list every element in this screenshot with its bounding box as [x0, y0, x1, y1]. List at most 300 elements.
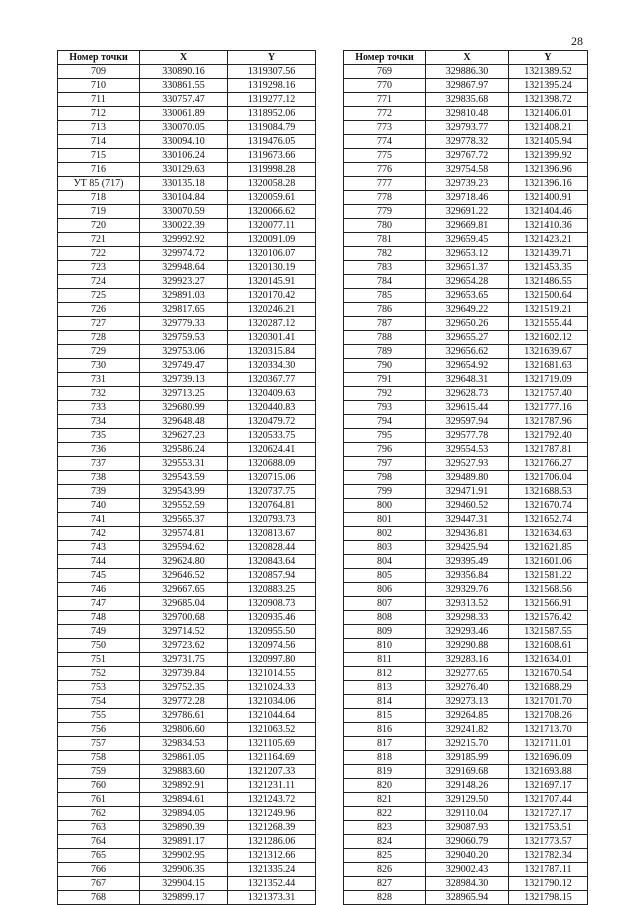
x-coordinate-cell: 329395.49	[426, 555, 509, 569]
point-number-cell: 788	[344, 331, 426, 345]
y-coordinate-cell: 1320688.09	[228, 457, 316, 471]
x-coordinate-cell: 328965.94	[426, 891, 509, 905]
table-row	[58, 373, 316, 387]
point-number-cell: 822	[344, 807, 426, 821]
point-number-cell: 736	[58, 443, 140, 457]
point-number-cell: 823	[344, 821, 426, 835]
x-coordinate-cell: 329974.72	[140, 247, 228, 261]
x-coordinate-cell: 329313.52	[426, 597, 509, 611]
x-coordinate-cell: 329087.93	[426, 821, 509, 835]
y-coordinate-cell: 1321608.61	[509, 639, 588, 653]
x-coordinate-cell: 329586.24	[140, 443, 228, 457]
table-row	[344, 247, 588, 261]
x-coordinate-cell: 329577.78	[426, 429, 509, 443]
point-number-cell: 756	[58, 723, 140, 737]
point-number-cell: 779	[344, 205, 426, 219]
y-coordinate-cell: 1321500.64	[509, 289, 588, 303]
y-coordinate-cell: 1321634.63	[509, 527, 588, 541]
x-coordinate-cell: 329891.03	[140, 289, 228, 303]
y-coordinate-cell: 1320059.61	[228, 191, 316, 205]
table-row	[58, 695, 316, 709]
table-row	[344, 569, 588, 583]
x-coordinate-cell: 329890.39	[140, 821, 228, 835]
table-row	[344, 527, 588, 541]
y-coordinate-cell: 1321396.16	[509, 177, 588, 191]
x-coordinate-cell: 329667.65	[140, 583, 228, 597]
x-coordinate-cell: 329543.59	[140, 471, 228, 485]
y-coordinate-cell: 1319307.56	[228, 65, 316, 79]
y-coordinate-cell: 1321782.34	[509, 849, 588, 863]
table-row	[58, 429, 316, 443]
y-coordinate-cell: 1321519.21	[509, 303, 588, 317]
point-number-cell: 795	[344, 429, 426, 443]
x-coordinate-cell: 329834.53	[140, 737, 228, 751]
table-row	[344, 415, 588, 429]
x-coordinate-cell: 329574.81	[140, 527, 228, 541]
y-coordinate-cell: 1321105.69	[228, 737, 316, 751]
y-coordinate-cell: 1321566.91	[509, 597, 588, 611]
point-number-cell: 791	[344, 373, 426, 387]
y-coordinate-cell: 1321395.24	[509, 79, 588, 93]
y-coordinate-cell: 1321034.06	[228, 695, 316, 709]
y-coordinate-cell: 1320715.06	[228, 471, 316, 485]
table-row	[344, 149, 588, 163]
y-coordinate-cell: 1319673.66	[228, 149, 316, 163]
point-number-cell: 716	[58, 163, 140, 177]
y-coordinate-cell: 1320066.62	[228, 205, 316, 219]
y-coordinate-cell: 1319084.79	[228, 121, 316, 135]
table-row	[344, 541, 588, 555]
y-coordinate-cell: 1321268.39	[228, 821, 316, 835]
x-coordinate-cell: 329650.26	[426, 317, 509, 331]
x-coordinate-cell: 329552.59	[140, 499, 228, 513]
point-number-cell: 710	[58, 79, 140, 93]
point-number-cell: 799	[344, 485, 426, 499]
x-coordinate-cell: 329739.13	[140, 373, 228, 387]
table-row	[344, 499, 588, 513]
x-coordinate-cell: 329700.68	[140, 611, 228, 625]
point-number-cell: 781	[344, 233, 426, 247]
table-row	[58, 681, 316, 695]
table-row	[58, 261, 316, 275]
x-coordinate-cell: 330890.16	[140, 65, 228, 79]
table-row	[58, 415, 316, 429]
point-number-cell: 712	[58, 107, 140, 121]
point-number-cell: 735	[58, 429, 140, 443]
y-coordinate-cell: 1320145.91	[228, 275, 316, 289]
point-number-cell: 771	[344, 93, 426, 107]
table-row	[58, 303, 316, 317]
y-coordinate-cell: 1320409.63	[228, 387, 316, 401]
y-coordinate-cell: 1321790.12	[509, 877, 588, 891]
point-number-cell: 731	[58, 373, 140, 387]
point-number-cell: 748	[58, 611, 140, 625]
point-number-cell: 739	[58, 485, 140, 499]
point-number-cell: 789	[344, 345, 426, 359]
y-coordinate-cell: 1321373.31	[228, 891, 316, 905]
point-number-cell: 774	[344, 135, 426, 149]
y-coordinate-cell: 1320301.41	[228, 331, 316, 345]
table-row	[344, 695, 588, 709]
table-row	[344, 625, 588, 639]
y-coordinate-cell: 1321486.55	[509, 275, 588, 289]
point-number-cell: 738	[58, 471, 140, 485]
point-number-cell: 803	[344, 541, 426, 555]
table-row	[344, 359, 588, 373]
table-row	[58, 219, 316, 233]
y-coordinate-cell: 1321766.27	[509, 457, 588, 471]
x-coordinate-cell: 329713.25	[140, 387, 228, 401]
point-number-cell: 740	[58, 499, 140, 513]
point-number-cell: 763	[58, 821, 140, 835]
x-coordinate-cell: 329489.80	[426, 471, 509, 485]
y-coordinate-cell: 1321787.81	[509, 443, 588, 457]
point-number-cell: 826	[344, 863, 426, 877]
point-number-cell: 751	[58, 653, 140, 667]
x-coordinate-cell: 330094.10	[140, 135, 228, 149]
point-number-cell: 824	[344, 835, 426, 849]
y-coordinate-cell: 1321568.56	[509, 583, 588, 597]
x-coordinate-cell: 329772.28	[140, 695, 228, 709]
x-coordinate-cell: 329646.52	[140, 569, 228, 583]
x-coordinate-cell: 329554.53	[426, 443, 509, 457]
x-coordinate-cell: 329277.65	[426, 667, 509, 681]
table-row	[58, 737, 316, 751]
y-coordinate-cell: 1321697.17	[509, 779, 588, 793]
x-coordinate-cell: 329739.23	[426, 177, 509, 191]
point-number-cell: 753	[58, 681, 140, 695]
point-number-cell: 728	[58, 331, 140, 345]
point-number-cell: 714	[58, 135, 140, 149]
table-row	[58, 191, 316, 205]
x-coordinate-cell: 329718.46	[426, 191, 509, 205]
y-coordinate-cell: 1321404.46	[509, 205, 588, 219]
table-row	[58, 359, 316, 373]
table-row	[344, 345, 588, 359]
table-row	[58, 779, 316, 793]
x-coordinate-cell: 329653.12	[426, 247, 509, 261]
point-number-cell: 721	[58, 233, 140, 247]
table-row	[344, 163, 588, 177]
x-coordinate-cell: 329060.79	[426, 835, 509, 849]
point-number-cell: 784	[344, 275, 426, 289]
table-header-row	[344, 51, 588, 65]
point-number-cell: 723	[58, 261, 140, 275]
point-number-cell: 820	[344, 779, 426, 793]
table-row	[344, 429, 588, 443]
x-coordinate-cell: 329656.62	[426, 345, 509, 359]
y-coordinate-cell: 1320106.07	[228, 247, 316, 261]
table-row	[58, 639, 316, 653]
point-number-cell: 755	[58, 709, 140, 723]
y-coordinate-cell: 1321602.12	[509, 331, 588, 345]
y-coordinate-cell: 1320813.67	[228, 527, 316, 541]
x-coordinate-cell: 329731.75	[140, 653, 228, 667]
table-row	[58, 835, 316, 849]
table-row	[58, 121, 316, 135]
point-number-cell: 742	[58, 527, 140, 541]
table-row	[58, 443, 316, 457]
point-number-cell: 814	[344, 695, 426, 709]
y-coordinate-cell: 1321423.21	[509, 233, 588, 247]
x-coordinate-cell: 329129.50	[426, 793, 509, 807]
y-coordinate-cell: 1320533.75	[228, 429, 316, 443]
point-number-cell: 783	[344, 261, 426, 275]
y-coordinate-cell: 1321398.72	[509, 93, 588, 107]
x-coordinate-cell: 329298.33	[426, 611, 509, 625]
table-row	[344, 261, 588, 275]
point-number-cell: 821	[344, 793, 426, 807]
x-coordinate-cell: 329648.31	[426, 373, 509, 387]
y-coordinate-cell: 1321243.72	[228, 793, 316, 807]
y-coordinate-cell: 1321389.52	[509, 65, 588, 79]
x-coordinate-cell: 329527.93	[426, 457, 509, 471]
x-coordinate-cell: 329543.99	[140, 485, 228, 499]
point-number-cell: 804	[344, 555, 426, 569]
point-number-cell: 787	[344, 317, 426, 331]
point-number-cell: 769	[344, 65, 426, 79]
x-coordinate-cell: 329648.48	[140, 415, 228, 429]
x-coordinate-cell: 329739.84	[140, 667, 228, 681]
x-coordinate-cell: 329906.35	[140, 863, 228, 877]
x-coordinate-cell: 329753.06	[140, 345, 228, 359]
y-coordinate-cell: 1321408.21	[509, 121, 588, 135]
y-coordinate-cell: 1321727.17	[509, 807, 588, 821]
y-coordinate-cell: 1321696.09	[509, 751, 588, 765]
point-number-cell: 808	[344, 611, 426, 625]
x-coordinate-cell: 330070.05	[140, 121, 228, 135]
x-coordinate-cell: 329273.13	[426, 695, 509, 709]
table-row	[58, 527, 316, 541]
y-coordinate-cell: 1320440.83	[228, 401, 316, 415]
x-coordinate-cell: 329867.97	[426, 79, 509, 93]
table-row	[58, 849, 316, 863]
x-coordinate-cell: 329436.81	[426, 527, 509, 541]
table-row	[344, 611, 588, 625]
point-number-cell: 816	[344, 723, 426, 737]
table-row	[344, 639, 588, 653]
y-coordinate-cell: 1321787.96	[509, 415, 588, 429]
table-row	[344, 751, 588, 765]
point-number-cell: 724	[58, 275, 140, 289]
table-row	[58, 387, 316, 401]
x-coordinate-cell: 329460.52	[426, 499, 509, 513]
point-number-cell: 762	[58, 807, 140, 821]
y-coordinate-cell: 1321711.01	[509, 737, 588, 751]
x-coordinate-cell: 329169.68	[426, 765, 509, 779]
y-coordinate-cell: 1321757.40	[509, 387, 588, 401]
x-coordinate-cell: 329565.37	[140, 513, 228, 527]
x-coordinate-cell: 329861.05	[140, 751, 228, 765]
y-coordinate-cell: 1321405.94	[509, 135, 588, 149]
point-number-cell: 806	[344, 583, 426, 597]
x-coordinate-cell: 329691.22	[426, 205, 509, 219]
x-coordinate-cell: 329902.95	[140, 849, 228, 863]
table-row	[344, 835, 588, 849]
y-coordinate-cell: 1321773.57	[509, 835, 588, 849]
y-coordinate-cell: 1321312.66	[228, 849, 316, 863]
x-coordinate-cell: 330106.24	[140, 149, 228, 163]
point-number-cell: 807	[344, 597, 426, 611]
y-coordinate-cell: 1320367.77	[228, 373, 316, 387]
x-coordinate-cell: 329723.62	[140, 639, 228, 653]
table-row	[344, 821, 588, 835]
x-coordinate-cell: 329754.58	[426, 163, 509, 177]
point-number-cell: 772	[344, 107, 426, 121]
table-row	[344, 93, 588, 107]
x-coordinate-cell: 329654.28	[426, 275, 509, 289]
x-coordinate-cell: 329654.92	[426, 359, 509, 373]
x-coordinate-cell: 329329.76	[426, 583, 509, 597]
y-coordinate-cell: 1321400.91	[509, 191, 588, 205]
y-coordinate-cell: 1320883.25	[228, 583, 316, 597]
point-number-cell: 750	[58, 639, 140, 653]
point-number-cell: 773	[344, 121, 426, 135]
point-number-cell: УТ 85 (717)	[58, 177, 140, 191]
table-row	[344, 863, 588, 877]
table-row	[58, 135, 316, 149]
coordinates-table-right	[343, 50, 588, 905]
y-coordinate-cell: 1321576.42	[509, 611, 588, 625]
x-coordinate-cell: 329892.91	[140, 779, 228, 793]
table-row	[58, 65, 316, 79]
table-row	[344, 877, 588, 891]
table-row	[58, 751, 316, 765]
point-number-cell: 711	[58, 93, 140, 107]
x-coordinate-cell: 329886.30	[426, 65, 509, 79]
x-coordinate-cell: 329651.37	[426, 261, 509, 275]
x-coordinate-cell: 329680.99	[140, 401, 228, 415]
y-coordinate-cell: 1321652.74	[509, 513, 588, 527]
table-row	[58, 289, 316, 303]
header-y: Y	[509, 51, 588, 65]
table-row	[344, 289, 588, 303]
point-number-cell: 819	[344, 765, 426, 779]
point-number-cell: 713	[58, 121, 140, 135]
x-coordinate-cell: 329659.45	[426, 233, 509, 247]
point-number-cell: 746	[58, 583, 140, 597]
point-number-cell: 812	[344, 667, 426, 681]
x-coordinate-cell: 329597.94	[426, 415, 509, 429]
coordinates-table-left	[57, 50, 316, 905]
x-coordinate-cell: 329002.43	[426, 863, 509, 877]
y-coordinate-cell: 1320315.84	[228, 345, 316, 359]
y-coordinate-cell: 1321406.01	[509, 107, 588, 121]
table-row	[58, 317, 316, 331]
x-coordinate-cell: 329615.44	[426, 401, 509, 415]
header-point-number: Номер точки	[344, 51, 426, 65]
table-row	[344, 457, 588, 471]
x-coordinate-cell: 329447.31	[426, 513, 509, 527]
table-row	[344, 779, 588, 793]
table-row	[58, 177, 316, 191]
x-coordinate-cell: 330861.55	[140, 79, 228, 93]
point-number-cell: 797	[344, 457, 426, 471]
y-coordinate-cell: 1321410.36	[509, 219, 588, 233]
header-point-number: Номер точки	[58, 51, 140, 65]
x-coordinate-cell: 329669.81	[426, 219, 509, 233]
table-row	[344, 807, 588, 821]
point-number-cell: 817	[344, 737, 426, 751]
header-x: X	[140, 51, 228, 65]
y-coordinate-cell: 1321581.22	[509, 569, 588, 583]
point-number-cell: 737	[58, 457, 140, 471]
x-coordinate-cell: 329779.33	[140, 317, 228, 331]
point-number-cell: 813	[344, 681, 426, 695]
x-coordinate-cell: 329891.17	[140, 835, 228, 849]
y-coordinate-cell: 1320170.42	[228, 289, 316, 303]
table-body-left	[58, 65, 316, 905]
point-number-cell: 718	[58, 191, 140, 205]
y-coordinate-cell: 1320077.11	[228, 219, 316, 233]
x-coordinate-cell: 329835.68	[426, 93, 509, 107]
table-row	[58, 513, 316, 527]
y-coordinate-cell: 1321707.44	[509, 793, 588, 807]
x-coordinate-cell: 329759.53	[140, 331, 228, 345]
x-coordinate-cell: 330022.39	[140, 219, 228, 233]
table-row	[344, 135, 588, 149]
point-number-cell: 767	[58, 877, 140, 891]
x-coordinate-cell: 329276.40	[426, 681, 509, 695]
table-row	[344, 737, 588, 751]
x-coordinate-cell: 329778.32	[426, 135, 509, 149]
y-coordinate-cell: 1321787.11	[509, 863, 588, 877]
point-number-cell: 780	[344, 219, 426, 233]
table-row	[58, 555, 316, 569]
table-row	[58, 709, 316, 723]
y-coordinate-cell: 1319998.28	[228, 163, 316, 177]
y-coordinate-cell: 1321688.53	[509, 485, 588, 499]
x-coordinate-cell: 329110.04	[426, 807, 509, 821]
point-number-cell: 818	[344, 751, 426, 765]
point-number-cell: 805	[344, 569, 426, 583]
y-coordinate-cell: 1320793.73	[228, 513, 316, 527]
y-coordinate-cell: 1321688.29	[509, 681, 588, 695]
x-coordinate-cell: 329628.73	[426, 387, 509, 401]
table-row	[58, 583, 316, 597]
x-coordinate-cell: 329749.47	[140, 359, 228, 373]
table-row	[344, 303, 588, 317]
table-row	[344, 471, 588, 485]
y-coordinate-cell: 1319476.05	[228, 135, 316, 149]
y-coordinate-cell: 1320828.44	[228, 541, 316, 555]
x-coordinate-cell: 330757.47	[140, 93, 228, 107]
y-coordinate-cell: 1321639.67	[509, 345, 588, 359]
y-coordinate-cell: 1321249.96	[228, 807, 316, 821]
table-row	[344, 681, 588, 695]
y-coordinate-cell: 1320334.30	[228, 359, 316, 373]
table-row	[344, 709, 588, 723]
table-row	[58, 79, 316, 93]
x-coordinate-cell: 329148.26	[426, 779, 509, 793]
x-coordinate-cell: 330061.89	[140, 107, 228, 121]
table-row	[344, 275, 588, 289]
table-row	[58, 331, 316, 345]
y-coordinate-cell: 1321713.70	[509, 723, 588, 737]
x-coordinate-cell: 329752.35	[140, 681, 228, 695]
x-coordinate-cell: 329425.94	[426, 541, 509, 555]
table-row	[58, 485, 316, 499]
x-coordinate-cell: 330070.59	[140, 205, 228, 219]
table-row	[58, 877, 316, 891]
y-coordinate-cell: 1321044.64	[228, 709, 316, 723]
y-coordinate-cell: 1321681.63	[509, 359, 588, 373]
y-coordinate-cell: 1321719.09	[509, 373, 588, 387]
point-number-cell: 770	[344, 79, 426, 93]
point-number-cell: 757	[58, 737, 140, 751]
x-coordinate-cell: 329899.17	[140, 891, 228, 905]
x-coordinate-cell: 329923.27	[140, 275, 228, 289]
